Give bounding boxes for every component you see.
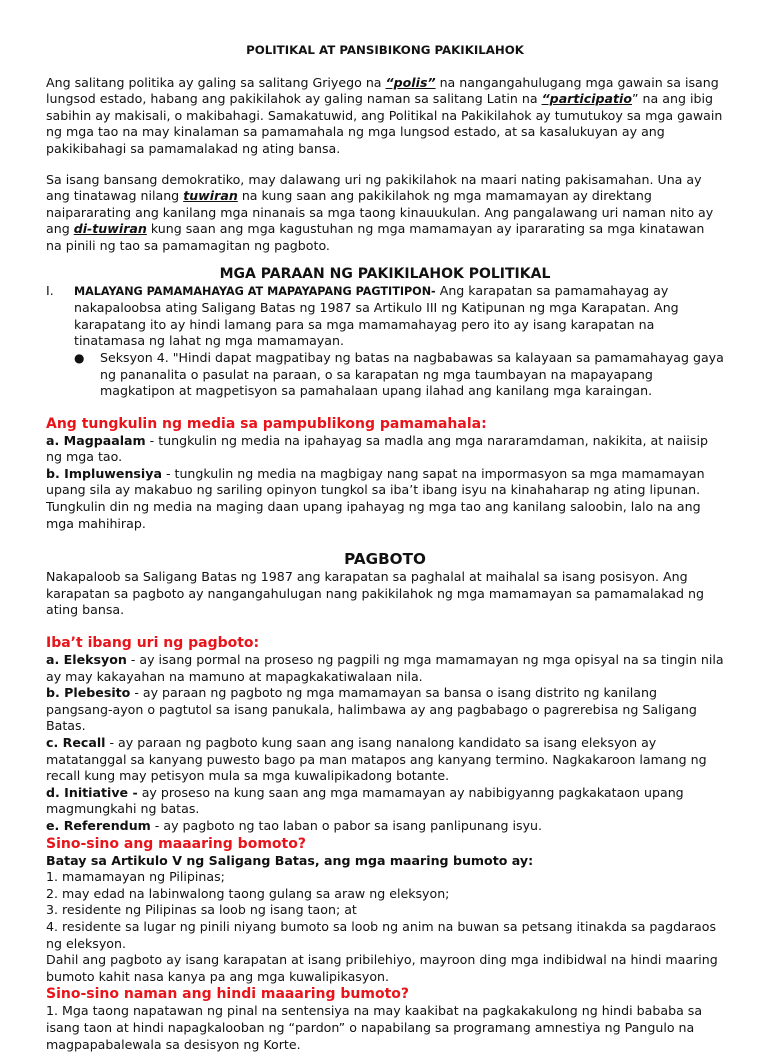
vote-type-text: ay proseso na kung saan ang mga mamamayan ay nabibigyanng pagkakataon upang magmungkahi ng batas. <box>46 784 684 817</box>
sino-subheading: Batay sa Artikulo V ng Saligang Batas, ang mga maaring bumoto ay: <box>46 852 534 868</box>
list-item: 2. may edad na labinwalong taong gulang sa araw ng eleksyon; <box>46 885 450 901</box>
intro-paragraph-2 <box>46 172 724 255</box>
vote-type-label: a. Eleksyon <box>46 652 127 668</box>
text-run: Sa isang bansang demokratiko, may dalawang uri ng pakikilahok na maari nating pakisamahan. Una ay ang tinatawag nilang <box>46 171 702 204</box>
roman-list-item <box>46 283 724 350</box>
vote-type-label: e. Referendum <box>46 817 151 833</box>
list-item-text: Ang karapatan sa pamamahayag ay nakapaloobsa ating Saligang Batas ng 1987 sa Artikulo III ng Katipunan ng mga Karapatan. Ang karapatang ito ay hindi lamang para sa mga mamamahayag pero ito ay isang karapatan na tinatamasa ng lahat ng mga mamamayan. <box>74 282 679 349</box>
media-item-b <box>46 466 724 532</box>
pagboto-heading: PAGBOTO <box>344 550 426 569</box>
bullet-text: Seksyon 4. "Hindi dapat magpatibay ng batas na nagbabawas sa kalayaan sa pamamahayag gaya ng pananalita o pasulat na paraan, o sa karapatan ng mga taumbayan na mapayapang magkatipon at magpetisyon sa pamahalaan upang ilahad ang kanilang mga karaingan. <box>100 349 724 399</box>
list-item: 1. Mga taong napatawan ng pinal na sentensiya na may kaakibat na pagkakakulong ng hindi bababa sa isang taon at hindi napagkalooban ng “pardon” o napabilang sa programang amnestiya ng Pangulo na magpapabalewala sa desisyon ng Korte. <box>46 1003 703 1052</box>
text-run: Ang salitang politika ay galing sa salitang Griyego na <box>46 74 386 90</box>
pagboto-text: Nakapaloob sa Saligang Batas ng 1987 ang karapatan sa paghalal at maihalal sa isang posisyon. Ang karapatan sa pagboto ay nangangahulugan nang pakikilahok ng mga mamamayan sa pamamalakad ng ating bansa. <box>46 569 704 618</box>
vote-type-item <box>46 818 724 835</box>
media-heading: Ang tungkulin ng media sa pampublikong pamamahala: <box>46 415 487 432</box>
text-run: na kung saan ang pakikilahok ng mga mamamayan ay direktang naipararating ang kanilang mga ninanais sa mga taong kinauukulan. Ang pangalawang uri naman nito ay ang <box>46 188 714 237</box>
sino-closing: Dahil ang pagboto ay isang karapatan at isang pribilehiyo, mayroon ding mga indibidwal na hindi maaring bumoto kahit nasa kanya pa ang mga kuwalipikasyon. <box>46 952 718 984</box>
text-run: ” na ang ibig sabihin ay makisali, o makibahagi. Samakatuwid, ang Politikal na Pakikilahok ay tumutukoy sa mga gawain ng mga tao na may kinalaman sa pamamahala ng mga lungsod estado, at sa kasalukuyan ay ang pakikibahagi sa pamamalakad ng ating bansa. <box>46 91 723 156</box>
vote-type-item <box>46 652 724 685</box>
term-tuwiran: tuwiran <box>183 188 238 204</box>
term-participatio: “participatio <box>541 91 633 107</box>
vote-type-item <box>46 785 724 818</box>
sino-heading: Sino-sino ang maaaring bomoto? <box>46 835 306 852</box>
item-text: - tungkulin ng media na magbigay nang sapat na impormasyon sa mga mamamayan upang sila ay makabuo ng sariling opinyon tungkol sa iba’t ibang isyu na kinahaharap ng ating lipunan. Tungkulin din ng media na maging daan upang ipahayag ng mga tao ang kanilang saloobin, lalo na ang mga mahihirap. <box>46 465 705 531</box>
text-run: kung saan ang mga kagustuhan ng mga mamamayan ay ipararating sa mga kinatawan na pinili ng tao sa pamamagitan ng pagboto. <box>46 221 705 253</box>
vote-type-label: c. Recall <box>46 735 106 750</box>
intro-paragraph-1 <box>46 75 724 158</box>
vote-type-text: - ay isang pormal na proseso ng pagpili ng mga mamamayan ng mga opisyal na sa tingin nila ay may kakayahan na mamuno at mapagkakatiwalaan nila. <box>46 652 724 684</box>
vote-type-text: - ay pagboto ng tao laban o pabor sa isang panlipunang isyu. <box>150 817 543 833</box>
uri-heading: Iba’t ibang uri ng pagboto: <box>46 635 260 652</box>
document-title: POLITIKAL AT PANSIBIKONG PAKIKILAHOK <box>246 43 524 57</box>
uri-list <box>46 652 724 835</box>
list-number: I. <box>46 282 54 298</box>
term-polis: “polis” <box>385 74 436 90</box>
bullet-icon: ● <box>74 350 85 365</box>
bullet-item <box>46 350 724 400</box>
list-item: 1. mamamayan ng Pilipinas; <box>46 869 225 885</box>
list-item-body <box>74 283 724 350</box>
vote-type-label: b. Plebesito <box>46 685 131 701</box>
sino-list <box>46 869 724 952</box>
vote-type-label: d. Initiative - <box>46 784 138 800</box>
list-item: 4. residente sa lugar ng pinili niyang bumoto sa loob ng anim na buwan sa petsang itinakda sa pagdaraos ng eleksyon. <box>46 918 717 951</box>
item-label: b. Impluwensiya <box>46 465 162 481</box>
list-item: 3. residente ng Pilipinas sa loob ng isang taon; at <box>46 902 357 918</box>
media-item-a <box>46 433 724 466</box>
section-heading-paraan: MGA PARAAN NG PAKIKILAHOK POLITIKAL <box>219 265 551 282</box>
item-text: - tungkulin ng media na ipahayag sa madla ang mga nararamdaman, nakikita, at naiisip ng mga tao. <box>46 432 708 465</box>
vote-type-item <box>46 685 724 735</box>
term-di-tuwiran: di-tuwiran <box>73 221 147 237</box>
vote-type-item <box>46 735 724 785</box>
hindi-heading: Sino-sino naman ang hindi maaaring bumoto? <box>46 986 410 1003</box>
text-run: na nangangahulugang mga gawain sa isang lungsod estado, habang ang pakikilahok ay galing naman sa salitang Latin na <box>46 74 719 107</box>
item-label: a. Magpaalam <box>46 432 146 448</box>
vote-type-text: - ay paraan ng pagboto ng mga mamamayan sa bansa o isang distrito ng kanilang pangsang-ayon o pagtutol sa isang panukala, halimbawa ay ang pagbabago o pagrerebisa ng Saligang Batas. <box>46 685 697 734</box>
vote-type-text: - ay paraan ng pagboto kung saan ang isang nanalong kandidato sa isang eleksyon ay matatanggal sa kanyang puwesto bago pa man matapos ang kanyang termino. Nagkakaroon lamang ng recall kung may petisyon mula sa mga kuwalipikadong botante. <box>46 735 707 784</box>
list-item-caps: MALAYANG PAMAMAHAYAG AT MAPAYAPANG PAGTITIPON- <box>74 284 436 298</box>
hindi-list <box>46 1003 724 1053</box>
